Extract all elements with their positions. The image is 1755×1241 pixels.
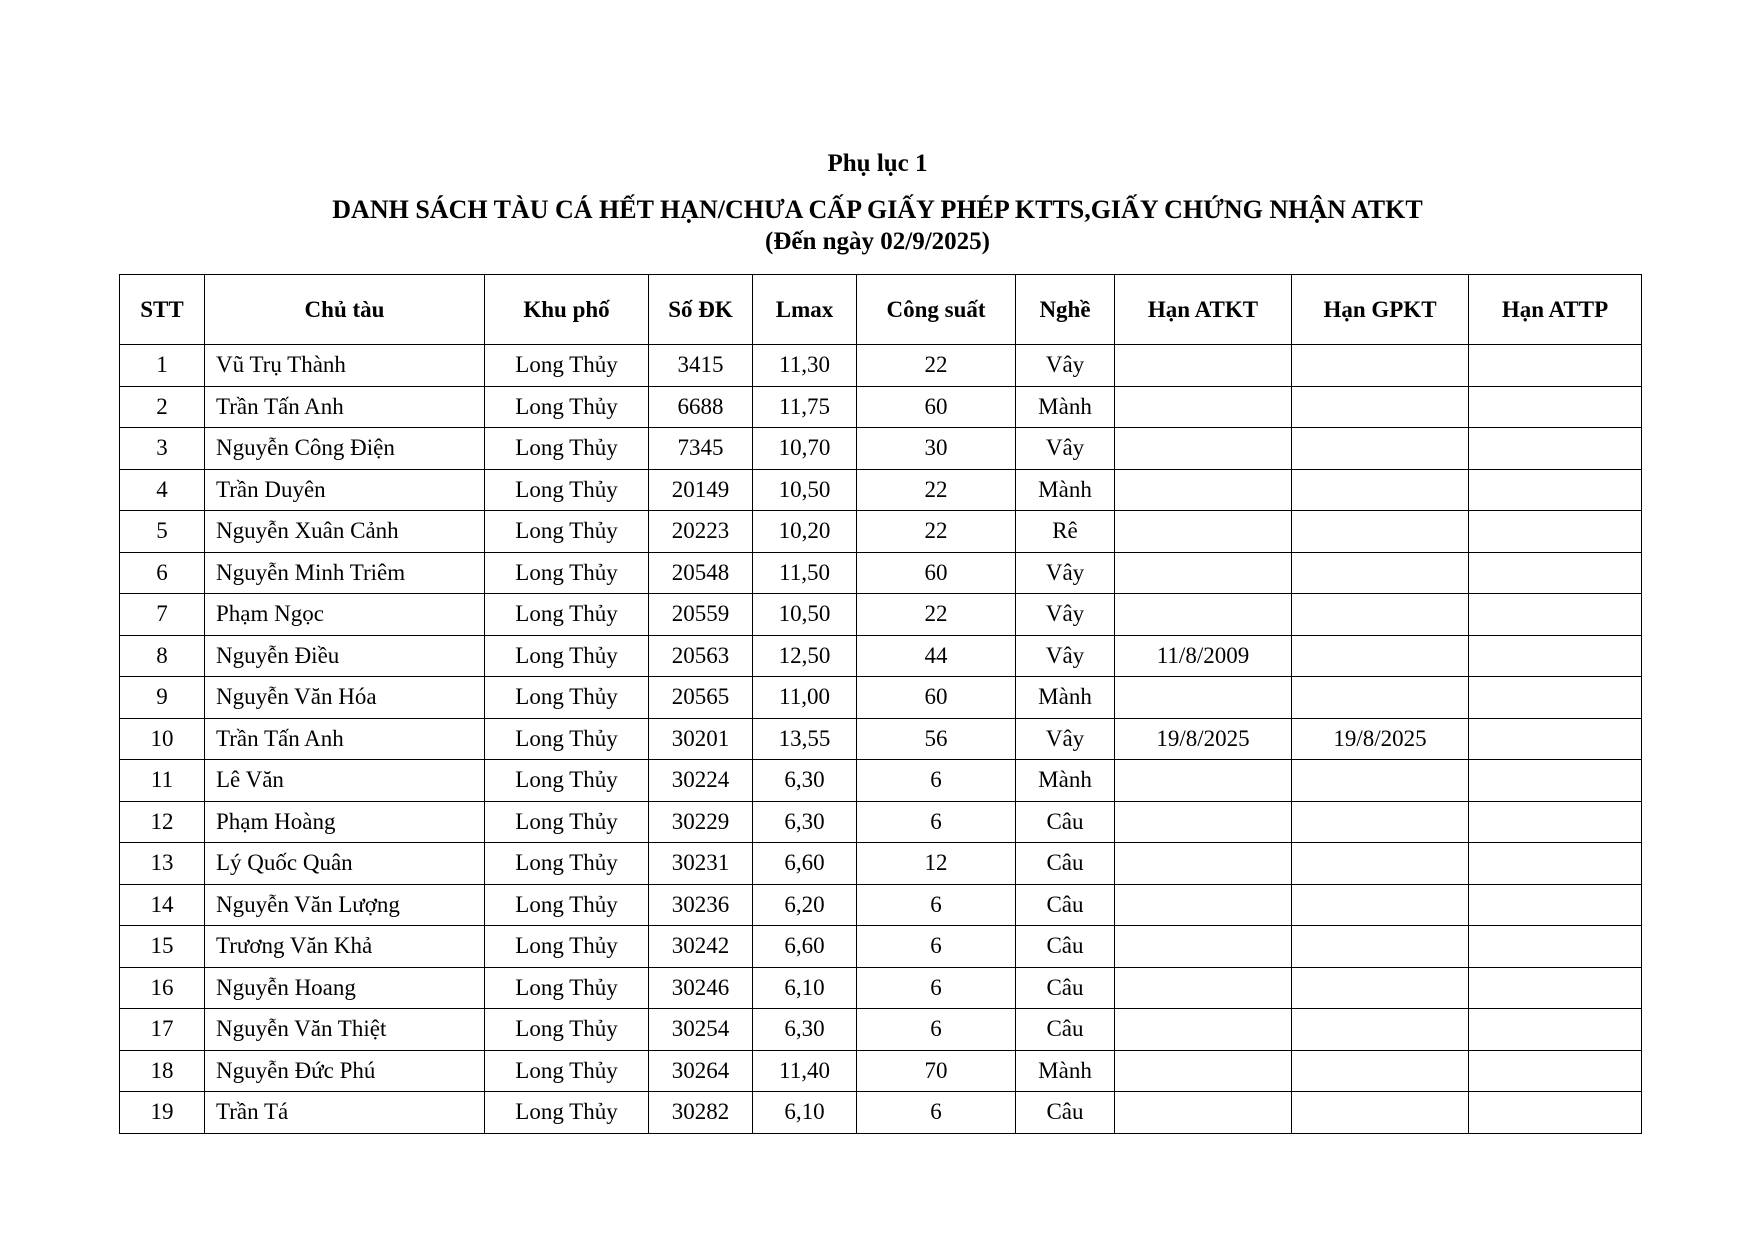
cell-engine-power: 22: [857, 594, 1016, 636]
header-stt: STT: [120, 275, 205, 345]
cell-lmax: 11,00: [753, 677, 857, 719]
header-registration-number: Số ĐK: [649, 275, 753, 345]
cell-attp-expiry: [1469, 760, 1642, 802]
cell-stt: 4: [120, 469, 205, 511]
cell-district: Long Thủy: [485, 511, 649, 553]
cell-lmax: 6,60: [753, 843, 857, 885]
cell-fishing-method: Vây: [1016, 594, 1115, 636]
table-row: [120, 552, 1642, 594]
cell-lmax: 10,50: [753, 594, 857, 636]
cell-fishing-method: Mành: [1016, 677, 1115, 719]
cell-fishing-method: Câu: [1016, 1092, 1115, 1134]
header-fishing-method: Nghề: [1016, 275, 1115, 345]
cell-engine-power: 22: [857, 345, 1016, 387]
table-row: [120, 428, 1642, 470]
cell-atkt-expiry: [1115, 677, 1292, 719]
header-district: Khu phố: [485, 275, 649, 345]
cell-registration-number: 20559: [649, 594, 753, 636]
cell-owner: Nguyễn Hoang: [205, 967, 485, 1009]
cell-fishing-method: Câu: [1016, 926, 1115, 968]
cell-stt: 8: [120, 635, 205, 677]
cell-lmax: 11,50: [753, 552, 857, 594]
cell-gpkt-expiry: [1292, 801, 1469, 843]
cell-engine-power: 60: [857, 386, 1016, 428]
cell-owner: Nguyễn Minh Triêm: [205, 552, 485, 594]
cell-lmax: 6,30: [753, 1009, 857, 1051]
table-row: [120, 967, 1642, 1009]
cell-fishing-method: Vây: [1016, 345, 1115, 387]
cell-attp-expiry: [1469, 386, 1642, 428]
cell-attp-expiry: [1469, 635, 1642, 677]
cell-atkt-expiry: [1115, 386, 1292, 428]
cell-registration-number: 30242: [649, 926, 753, 968]
cell-stt: 18: [120, 1050, 205, 1092]
cell-fishing-method: Rê: [1016, 511, 1115, 553]
cell-registration-number: 20563: [649, 635, 753, 677]
cell-attp-expiry: [1469, 594, 1642, 636]
table-row: [120, 801, 1642, 843]
cell-atkt-expiry: 11/8/2009: [1115, 635, 1292, 677]
header-engine-power: Công suất: [857, 275, 1016, 345]
cell-stt: 12: [120, 801, 205, 843]
cell-stt: 3: [120, 428, 205, 470]
cell-registration-number: 7345: [649, 428, 753, 470]
cell-engine-power: 6: [857, 801, 1016, 843]
cell-engine-power: 60: [857, 677, 1016, 719]
cell-stt: 13: [120, 843, 205, 885]
cell-atkt-expiry: [1115, 552, 1292, 594]
cell-registration-number: 30236: [649, 884, 753, 926]
cell-stt: 7: [120, 594, 205, 636]
cell-gpkt-expiry: [1292, 552, 1469, 594]
cell-attp-expiry: [1469, 511, 1642, 553]
cell-lmax: 10,50: [753, 469, 857, 511]
table-row: [120, 511, 1642, 553]
cell-lmax: 12,50: [753, 635, 857, 677]
cell-gpkt-expiry: [1292, 760, 1469, 802]
table-row: [120, 1050, 1642, 1092]
table-row: [120, 1009, 1642, 1051]
cell-district: Long Thủy: [485, 428, 649, 470]
cell-owner: Nguyễn Công Điện: [205, 428, 485, 470]
cell-district: Long Thủy: [485, 677, 649, 719]
cell-gpkt-expiry: [1292, 594, 1469, 636]
cell-attp-expiry: [1469, 1050, 1642, 1092]
cell-registration-number: 30282: [649, 1092, 753, 1134]
cell-owner: Trương Văn Khả: [205, 926, 485, 968]
cell-engine-power: 6: [857, 967, 1016, 1009]
cell-lmax: 6,20: [753, 884, 857, 926]
header-gpkt-expiry: Hạn GPKT: [1292, 275, 1469, 345]
cell-lmax: 6,10: [753, 967, 857, 1009]
cell-atkt-expiry: [1115, 760, 1292, 802]
cell-atkt-expiry: [1115, 1092, 1292, 1134]
header-lmax: Lmax: [753, 275, 857, 345]
cell-registration-number: 6688: [649, 386, 753, 428]
cell-engine-power: 30: [857, 428, 1016, 470]
cell-stt: 16: [120, 967, 205, 1009]
cell-fishing-method: Câu: [1016, 967, 1115, 1009]
cell-atkt-expiry: [1115, 594, 1292, 636]
cell-atkt-expiry: [1115, 926, 1292, 968]
cell-attp-expiry: [1469, 677, 1642, 719]
table-row: [120, 635, 1642, 677]
cell-fishing-method: Câu: [1016, 843, 1115, 885]
cell-registration-number: 30201: [649, 718, 753, 760]
cell-owner: Nguyễn Đức Phú: [205, 1050, 485, 1092]
cell-registration-number: 30246: [649, 967, 753, 1009]
cell-lmax: 6,30: [753, 760, 857, 802]
cell-gpkt-expiry: [1292, 635, 1469, 677]
cell-atkt-expiry: [1115, 1050, 1292, 1092]
cell-lmax: 6,30: [753, 801, 857, 843]
cell-attp-expiry: [1469, 1009, 1642, 1051]
cell-attp-expiry: [1469, 718, 1642, 760]
cell-fishing-method: Mành: [1016, 386, 1115, 428]
cell-stt: 1: [120, 345, 205, 387]
cell-district: Long Thủy: [485, 469, 649, 511]
cell-owner: Lê Văn: [205, 760, 485, 802]
document-title: DANH SÁCH TÀU CÁ HẾT HẠN/CHƯA CẤP GIẤY PHÉP KTTS,GIẤY CHỨNG NHẬN ATKT: [332, 195, 1423, 224]
cell-district: Long Thủy: [485, 718, 649, 760]
cell-district: Long Thủy: [485, 884, 649, 926]
cell-registration-number: 30264: [649, 1050, 753, 1092]
cell-attp-expiry: [1469, 345, 1642, 387]
cell-district: Long Thủy: [485, 967, 649, 1009]
cell-gpkt-expiry: [1292, 1009, 1469, 1051]
cell-gpkt-expiry: [1292, 428, 1469, 470]
table-row: [120, 760, 1642, 802]
cell-stt: 15: [120, 926, 205, 968]
cell-engine-power: 6: [857, 884, 1016, 926]
cell-district: Long Thủy: [485, 1092, 649, 1134]
table-row: [120, 594, 1642, 636]
cell-district: Long Thủy: [485, 635, 649, 677]
cell-gpkt-expiry: [1292, 469, 1469, 511]
cell-owner: Trần Tấn Anh: [205, 718, 485, 760]
cell-owner: Trần Tá: [205, 1092, 485, 1134]
cell-owner: Nguyễn Xuân Cảnh: [205, 511, 485, 553]
vessel-table: [119, 274, 1642, 1134]
appendix-label: Phụ lục 1: [827, 150, 928, 177]
cell-district: Long Thủy: [485, 1050, 649, 1092]
table-row: [120, 926, 1642, 968]
table-row: [120, 469, 1642, 511]
cell-owner: Nguyễn Điều: [205, 635, 485, 677]
cell-gpkt-expiry: [1292, 1092, 1469, 1134]
cell-district: Long Thủy: [485, 552, 649, 594]
cell-fishing-method: Câu: [1016, 1009, 1115, 1051]
cell-atkt-expiry: [1115, 511, 1292, 553]
cell-registration-number: 20565: [649, 677, 753, 719]
cell-engine-power: 12: [857, 843, 1016, 885]
cell-owner: Vũ Trụ Thành: [205, 345, 485, 387]
cell-engine-power: 6: [857, 760, 1016, 802]
cell-lmax: 10,20: [753, 511, 857, 553]
cell-district: Long Thủy: [485, 760, 649, 802]
cell-gpkt-expiry: [1292, 511, 1469, 553]
cell-stt: 17: [120, 1009, 205, 1051]
cell-gpkt-expiry: [1292, 926, 1469, 968]
cell-gpkt-expiry: [1292, 843, 1469, 885]
table-row: [120, 843, 1642, 885]
cell-registration-number: 20149: [649, 469, 753, 511]
cell-atkt-expiry: [1115, 843, 1292, 885]
cell-stt: 11: [120, 760, 205, 802]
cell-registration-number: 3415: [649, 345, 753, 387]
cell-stt: 5: [120, 511, 205, 553]
cell-stt: 19: [120, 1092, 205, 1134]
header-atkt-expiry: Hạn ATKT: [1115, 275, 1292, 345]
cell-engine-power: 70: [857, 1050, 1016, 1092]
cell-district: Long Thủy: [485, 801, 649, 843]
cell-atkt-expiry: [1115, 345, 1292, 387]
cell-gpkt-expiry: [1292, 345, 1469, 387]
cell-atkt-expiry: [1115, 884, 1292, 926]
table-row: [120, 718, 1642, 760]
cell-attp-expiry: [1469, 552, 1642, 594]
cell-gpkt-expiry: [1292, 884, 1469, 926]
cell-district: Long Thủy: [485, 386, 649, 428]
cell-registration-number: 20548: [649, 552, 753, 594]
cell-stt: 6: [120, 552, 205, 594]
cell-fishing-method: Mành: [1016, 1050, 1115, 1092]
cell-attp-expiry: [1469, 967, 1642, 1009]
cell-lmax: 11,30: [753, 345, 857, 387]
cell-atkt-expiry: [1115, 801, 1292, 843]
cell-lmax: 13,55: [753, 718, 857, 760]
cell-fishing-method: Vây: [1016, 552, 1115, 594]
cell-registration-number: 20223: [649, 511, 753, 553]
cell-atkt-expiry: [1115, 428, 1292, 470]
cell-owner: Lý Quốc Quân: [205, 843, 485, 885]
table-body: [120, 345, 1642, 1134]
table-header-row: [120, 275, 1642, 345]
cell-fishing-method: Câu: [1016, 884, 1115, 926]
cell-district: Long Thủy: [485, 345, 649, 387]
cell-fishing-method: Mành: [1016, 469, 1115, 511]
cell-attp-expiry: [1469, 926, 1642, 968]
cell-engine-power: 22: [857, 511, 1016, 553]
cell-engine-power: 6: [857, 1092, 1016, 1134]
cell-stt: 14: [120, 884, 205, 926]
cell-lmax: 11,40: [753, 1050, 857, 1092]
cell-engine-power: 22: [857, 469, 1016, 511]
cell-fishing-method: Vây: [1016, 635, 1115, 677]
cell-district: Long Thủy: [485, 1009, 649, 1051]
cell-district: Long Thủy: [485, 926, 649, 968]
cell-engine-power: 6: [857, 926, 1016, 968]
header-owner: Chủ tàu: [205, 275, 485, 345]
cell-owner: Trần Duyên: [205, 469, 485, 511]
cell-atkt-expiry: [1115, 1009, 1292, 1051]
cell-fishing-method: Mành: [1016, 760, 1115, 802]
cell-owner: Nguyễn Văn Thiệt: [205, 1009, 485, 1051]
cell-attp-expiry: [1469, 428, 1642, 470]
cell-engine-power: 56: [857, 718, 1016, 760]
cell-lmax: 11,75: [753, 386, 857, 428]
cell-gpkt-expiry: [1292, 677, 1469, 719]
header-attp-expiry: Hạn ATTP: [1469, 275, 1642, 345]
cell-lmax: 10,70: [753, 428, 857, 470]
cell-gpkt-expiry: [1292, 386, 1469, 428]
cell-owner: Phạm Hoàng: [205, 801, 485, 843]
cell-fishing-method: Vây: [1016, 718, 1115, 760]
cell-owner: Trần Tấn Anh: [205, 386, 485, 428]
cell-registration-number: 30254: [649, 1009, 753, 1051]
cell-district: Long Thủy: [485, 594, 649, 636]
date-note: (Đến ngày 02/9/2025): [765, 228, 990, 255]
table-row: [120, 677, 1642, 719]
cell-atkt-expiry: [1115, 469, 1292, 511]
cell-district: Long Thủy: [485, 843, 649, 885]
cell-owner: Phạm Ngọc: [205, 594, 485, 636]
cell-attp-expiry: [1469, 801, 1642, 843]
cell-owner: Nguyễn Văn Lượng: [205, 884, 485, 926]
cell-stt: 10: [120, 718, 205, 760]
cell-lmax: 6,60: [753, 926, 857, 968]
cell-engine-power: 60: [857, 552, 1016, 594]
cell-attp-expiry: [1469, 884, 1642, 926]
table-row: [120, 345, 1642, 387]
cell-engine-power: 44: [857, 635, 1016, 677]
table-row: [120, 884, 1642, 926]
cell-fishing-method: Câu: [1016, 801, 1115, 843]
cell-attp-expiry: [1469, 1092, 1642, 1134]
cell-attp-expiry: [1469, 843, 1642, 885]
cell-lmax: 6,10: [753, 1092, 857, 1134]
cell-registration-number: 30229: [649, 801, 753, 843]
cell-stt: 2: [120, 386, 205, 428]
cell-fishing-method: Vây: [1016, 428, 1115, 470]
table-row: [120, 1092, 1642, 1134]
cell-atkt-expiry: [1115, 967, 1292, 1009]
cell-engine-power: 6: [857, 1009, 1016, 1051]
cell-gpkt-expiry: [1292, 967, 1469, 1009]
cell-registration-number: 30224: [649, 760, 753, 802]
cell-owner: Nguyễn Văn Hóa: [205, 677, 485, 719]
cell-stt: 9: [120, 677, 205, 719]
cell-gpkt-expiry: [1292, 1050, 1469, 1092]
cell-registration-number: 30231: [649, 843, 753, 885]
cell-gpkt-expiry: 19/8/2025: [1292, 718, 1469, 760]
table-row: [120, 386, 1642, 428]
cell-atkt-expiry: 19/8/2025: [1115, 718, 1292, 760]
cell-attp-expiry: [1469, 469, 1642, 511]
